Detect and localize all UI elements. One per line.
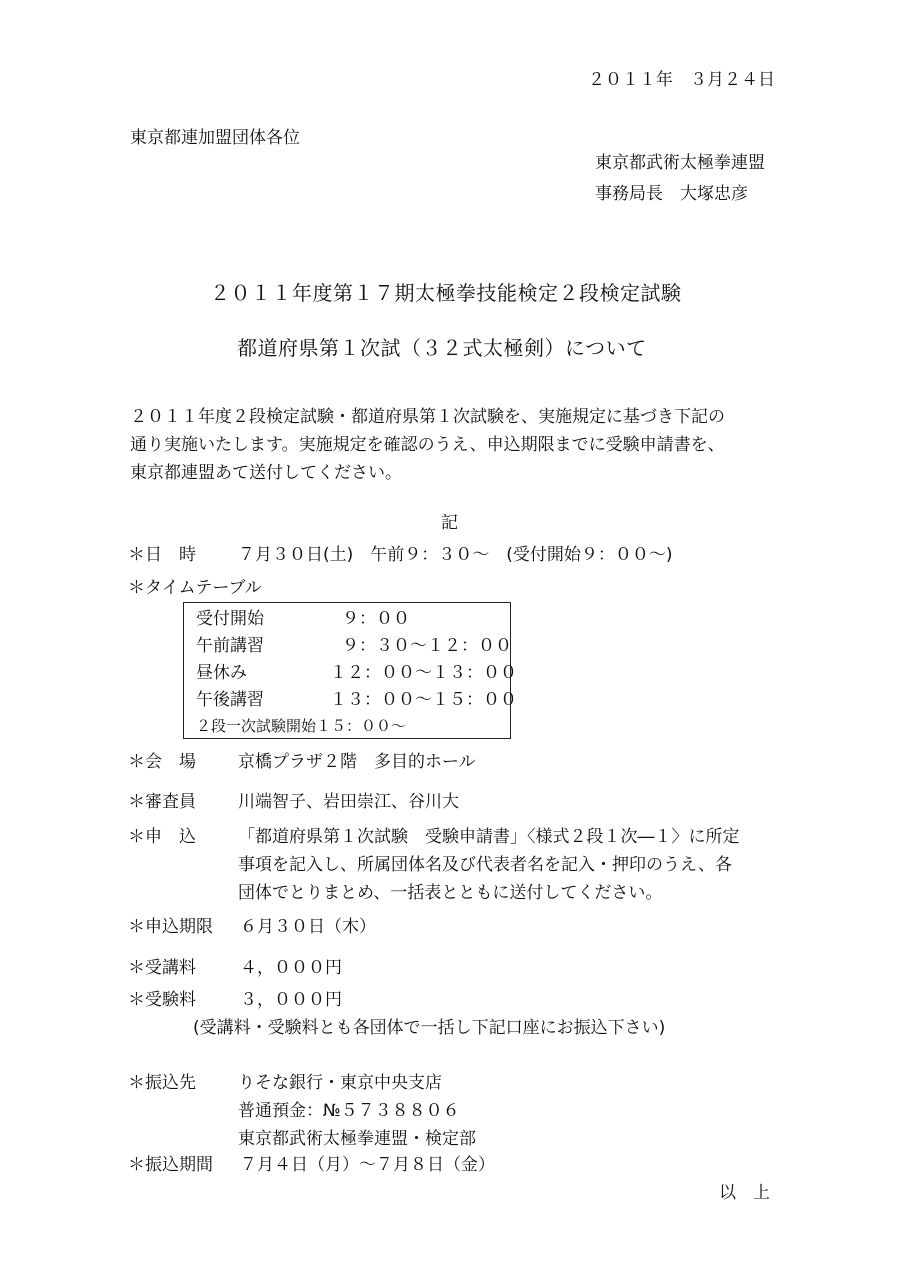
exam-fee-label: ＊受験料 [128, 990, 196, 1010]
addressee: 東京都連加盟団体各位 [130, 128, 300, 148]
closing-mark: 以 上 [719, 1183, 770, 1203]
timetable-label: ＊タイムテーブル [128, 578, 262, 598]
sender-block [595, 153, 765, 216]
venue-label: ＊会 場 [128, 752, 196, 772]
timetable-row-time: ９：３０～１２：００ [342, 636, 512, 656]
intro-line: 東京都連盟あて送付してください。 [130, 463, 402, 483]
transfer-period-label: ＊振込期間 [128, 1155, 213, 1175]
application-line: 「都道府県第１次試験 受験申請書」〈様式２段１次―１〉に所定 [238, 827, 740, 847]
judges-label: ＊審査員 [128, 792, 196, 812]
timetable-row-name: 午前講習 [196, 636, 264, 656]
intro-paragraph [130, 403, 780, 487]
application-line: 事項を記入し、所属団体名及び代表者名を記入・押印のうえ、各 [238, 855, 733, 875]
course-fee-value: ４，０００円 [240, 958, 342, 978]
timetable-row-name: 昼休み [196, 663, 247, 683]
ki-heading: 記 [441, 513, 458, 533]
course-fee-label: ＊受講料 [128, 958, 196, 978]
exam-fee-value: ３，０００円 [240, 990, 342, 1010]
timetable-row-time: １３：００～１５：００ [330, 690, 517, 710]
document-title-line1: ２０１１年度第１７期太極拳技能検定２段検定試験 [210, 281, 682, 305]
sender-person: 事務局長 大塚忠彦 [595, 184, 748, 205]
intro-line: ２０１１年度２段検定試験・都道府県第１次試験を、実施規定に基づき下記の [130, 407, 725, 427]
venue-value: 京橋プラザ２階 多目的ホール [238, 752, 476, 772]
transfer-period-value: ７月４日（月）～７月８日（金） [240, 1155, 495, 1175]
schedule-label: ＊日 時 [128, 545, 196, 565]
transfer-account: 普通預金：№５７３８８０６ [238, 1101, 460, 1121]
document-date: ２０１１年 ３月２４日 [588, 70, 775, 90]
timetable-row-name: 午後講習 [196, 690, 264, 710]
judges-value: 川端智子、岩田崇江、谷川大 [238, 792, 459, 812]
document-title-line2: 都道府県第１次試（３２式太極剣）について [237, 336, 647, 360]
application-label: ＊申 込 [128, 827, 196, 847]
timetable-box [183, 602, 517, 739]
timetable-row-time: ９：００ [342, 609, 410, 629]
timetable-exam-start: ２段一次試験開始１５：００～ [196, 717, 407, 735]
application-text [238, 823, 740, 907]
timetable-row-time: １２：００～１３：００ [330, 663, 517, 683]
transfer-label: ＊振込先 [128, 1073, 196, 1093]
transfer-details [238, 1069, 476, 1153]
transfer-bank: りそな銀行・東京中央支店 [238, 1073, 442, 1093]
deadline-label: ＊申込期限 [128, 917, 213, 937]
application-line: 団体でとりまとめ、一括表とともに送付してください。 [238, 883, 663, 903]
intro-line: 通り実施いたします。実施規定を確認のうえ、申込期限までに受験申請書を、 [130, 435, 725, 455]
deadline-value: ６月３０日（木） [240, 917, 376, 937]
schedule-value: ７月３０日(土) 午前９：３０～ (受付開始９：００～) [238, 545, 673, 565]
sender-organization: 東京都武術太極拳連盟 [595, 153, 765, 173]
timetable-row-name: 受付開始 [196, 609, 264, 629]
transfer-account-holder: 東京都武術太極拳連盟・検定部 [238, 1129, 476, 1149]
fee-note: (受講料・受験料とも各団体で一括し下記口座にお振込下さい) [193, 1018, 666, 1038]
